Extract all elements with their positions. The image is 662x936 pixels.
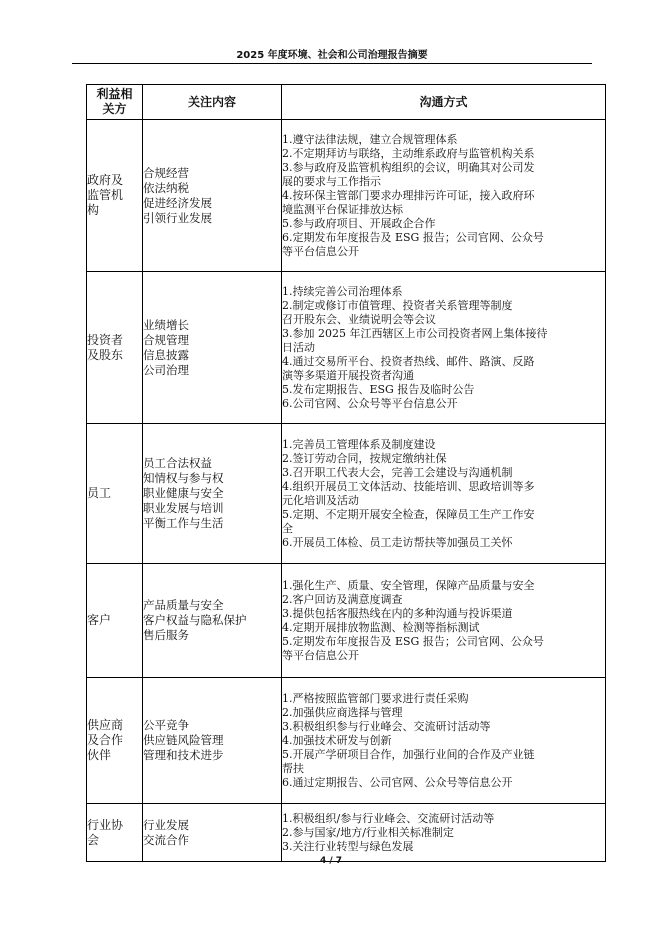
focus-cell-line: 售后服务: [143, 628, 189, 642]
communication-cell-line: 帮扶: [282, 761, 304, 775]
communication-cell-line: 境监测平台保证排放达标: [282, 202, 403, 216]
page-number: 4 / 7: [319, 856, 343, 866]
communication-cell-line: 5.开展产学研项目合作，加强行业间的合作及产业链: [282, 747, 535, 761]
communication-cell-line: 1.积极组织/参与行业峰会、交流研讨活动等: [282, 811, 495, 825]
table-row: [87, 804, 606, 862]
focus-cell-line: 知情权与参与权: [143, 471, 224, 485]
communication-cell-line: 3.积极组织参与行业峰会、交流研讨活动等: [282, 719, 491, 733]
communication-cell: [282, 272, 606, 424]
stakeholder-cell-line: 客户: [87, 613, 112, 627]
communication-cell-line: 全: [282, 521, 293, 535]
stakeholder-cell-line: 供应商: [87, 718, 124, 732]
communication-cell-line: 5.定期、不定期开展安全检查，保障员工生产工作安: [282, 507, 535, 521]
stakeholder-cell: [87, 120, 143, 272]
focus-cell: [143, 120, 282, 272]
communication-cell-line: 等平台信息公开: [282, 244, 359, 258]
communication-cell-line: 4.定期开展排放物监测、检测等指标测试: [282, 620, 480, 634]
communication-cell-line: 演等多渠道开展投资者沟通: [282, 368, 414, 382]
stakeholder-cell-line: 投资者: [87, 332, 124, 347]
stakeholder-cell-line: 及股东: [87, 347, 124, 362]
focus-cell-line: 交流合作: [143, 832, 189, 847]
communication-cell-line: 3.召开职工代表大会，完善工会建设与沟通机制: [282, 465, 513, 479]
col-header-communication: 沟通方式: [282, 85, 606, 120]
focus-cell-line: 公平竞争: [143, 718, 189, 732]
table-header-row: [87, 85, 606, 120]
communication-cell-line: 4.通过交易所平台、投资者热线、邮件、路演、反路: [282, 354, 535, 368]
focus-cell: [143, 272, 282, 424]
communication-cell-line: 元化培训及活动: [282, 493, 359, 507]
focus-cell-line: 管理和技术进步: [143, 748, 224, 762]
communication-cell-line: 4.加强技术研发与创新: [282, 733, 392, 747]
focus-cell-line: 行业发展: [143, 817, 189, 832]
communication-cell-line: 3.参与政府及监管机构组织的会议，明确其对公司发: [282, 160, 535, 174]
communication-cell-line: 1.严格按照监管部门要求进行责任采购: [282, 691, 469, 705]
communication-cell-line: 5.发布定期报告、ESG 报告及临时公告: [282, 382, 475, 396]
table-row: [87, 272, 606, 424]
communication-cell-line: 6.开展员工体检、员工走访帮扶等加强员工关怀: [282, 535, 513, 549]
communication-cell-line: 6.公司官网、公众号等平台信息公开: [282, 396, 458, 410]
table-row: [87, 424, 606, 564]
communication-cell: [282, 678, 606, 804]
focus-cell: [143, 564, 282, 678]
communication-cell-line: 2.参与国家/地方/行业相关标准制定: [282, 825, 454, 839]
focus-cell-line: 员工合法权益: [143, 456, 212, 470]
stakeholder-cell: [87, 678, 143, 804]
communication-cell-line: 4.按环保主管部门要求办理排污许可证，接入政府环: [282, 188, 535, 202]
stakeholder-cell-line: 员工: [87, 486, 112, 500]
stakeholder-cell: [87, 272, 143, 424]
focus-cell-line: 平衡工作与生活: [143, 516, 224, 530]
focus-cell-line: 促进经济发展: [143, 195, 212, 210]
col-header-focus: 关注内容: [143, 85, 282, 120]
col-header-stakeholder: [87, 85, 143, 120]
communication-cell-line: 5.定期发布年度报告及 ESG 报告；公司官网、公众号: [282, 634, 544, 648]
communication-cell-line: 3.参加 2025 年江西辖区上市公司投资者网上集体接待: [282, 326, 548, 340]
page-header-title: 2025 年度环境、社会和公司治理报告摘要: [236, 50, 428, 61]
focus-cell-line: 业绩增长: [143, 317, 189, 332]
communication-cell-line: 1.完善员工管理体系及制度建设: [282, 437, 436, 451]
communication-cell: [282, 120, 606, 272]
focus-cell-line: 职业健康与安全: [143, 486, 224, 500]
table-row: [87, 678, 606, 804]
table-row: [87, 120, 606, 272]
stakeholder-cell-line: 会: [87, 832, 100, 847]
communication-cell-line: 1.遵守法律法规，建立合规管理体系: [282, 132, 458, 146]
stakeholder-cell: [87, 564, 143, 678]
stakeholder-table: [86, 84, 606, 862]
stakeholder-cell-line: 构: [87, 203, 100, 217]
communication-cell-line: 6.通过定期报告、公司官网、公众号等信息公开: [282, 775, 513, 789]
communication-cell-line: 5.参与政府项目、开展政企合作: [282, 216, 436, 230]
communication-cell-line: 2.不定期拜访与联络，主动维系政府与监管机构关系: [282, 146, 535, 160]
focus-cell-line: 职业发展与培训: [143, 501, 224, 515]
focus-cell-line: 依法纳税: [143, 180, 189, 195]
stakeholder-cell: [87, 804, 143, 862]
focus-cell-line: 合规管理: [143, 332, 189, 347]
communication-cell-line: 3.关注行业转型与绿色发展: [282, 839, 414, 853]
communication-cell-line: 2.制定或修订市值管理、投资者关系管理等制度: [282, 298, 513, 312]
communication-cell-line: 召开股东会、业绩说明会等会议: [282, 312, 436, 326]
communication-cell-line: 1.持续完善公司治理体系: [282, 284, 403, 298]
communication-cell-line: 展的要求与工作指示: [282, 174, 381, 188]
communication-cell-line: 2.客户回访及满意度调查: [282, 592, 403, 606]
focus-cell-line: 合规经营: [143, 165, 189, 180]
focus-cell: [143, 424, 282, 564]
stakeholder-cell: [87, 424, 143, 564]
focus-cell-line: 客户权益与隐私保护: [143, 613, 247, 627]
focus-cell-line: 公司治理: [143, 362, 189, 377]
focus-cell-line: 供应链风险管理: [143, 733, 224, 747]
communication-cell-line: 2.签订劳动合同，按规定缴纳社保: [282, 451, 447, 465]
table-row: [87, 564, 606, 678]
focus-cell-line: 引领行业发展: [143, 210, 212, 225]
communication-cell-line: 4.组织开展员工文体活动、技能培训、思政培训等多: [282, 479, 535, 493]
communication-cell-line: 日活动: [282, 340, 315, 354]
col-header-stakeholder-line: 关方: [102, 102, 127, 116]
communication-cell-line: 3.提供包括客服热线在内的多种沟通与投诉渠道: [282, 606, 513, 620]
stakeholder-cell-line: 监管机: [87, 188, 124, 202]
communication-cell: [282, 424, 606, 564]
stakeholder-cell-line: 及合作: [87, 733, 124, 747]
focus-cell-line: 信息披露: [143, 347, 189, 362]
stakeholder-cell-line: 行业协: [87, 817, 124, 832]
col-header-stakeholder-line: 利益相: [96, 87, 133, 101]
communication-cell-line: 2.加强供应商选择与管理: [282, 705, 403, 719]
communication-cell: [282, 804, 606, 862]
communication-cell-line: 6.定期发布年度报告及 ESG 报告；公司官网、公众号: [282, 230, 544, 244]
focus-cell: [143, 804, 282, 862]
communication-cell-line: 1.强化生产、质量、安全管理，保障产品质量与安全: [282, 578, 535, 592]
header-rule: [72, 63, 592, 64]
focus-cell: [143, 678, 282, 804]
communication-cell-line: 等平台信息公开: [282, 648, 359, 662]
communication-cell: [282, 564, 606, 678]
focus-cell-line: 产品质量与安全: [143, 598, 224, 612]
stakeholder-cell-line: 政府及: [87, 173, 124, 187]
stakeholder-cell-line: 伙伴: [87, 748, 112, 762]
